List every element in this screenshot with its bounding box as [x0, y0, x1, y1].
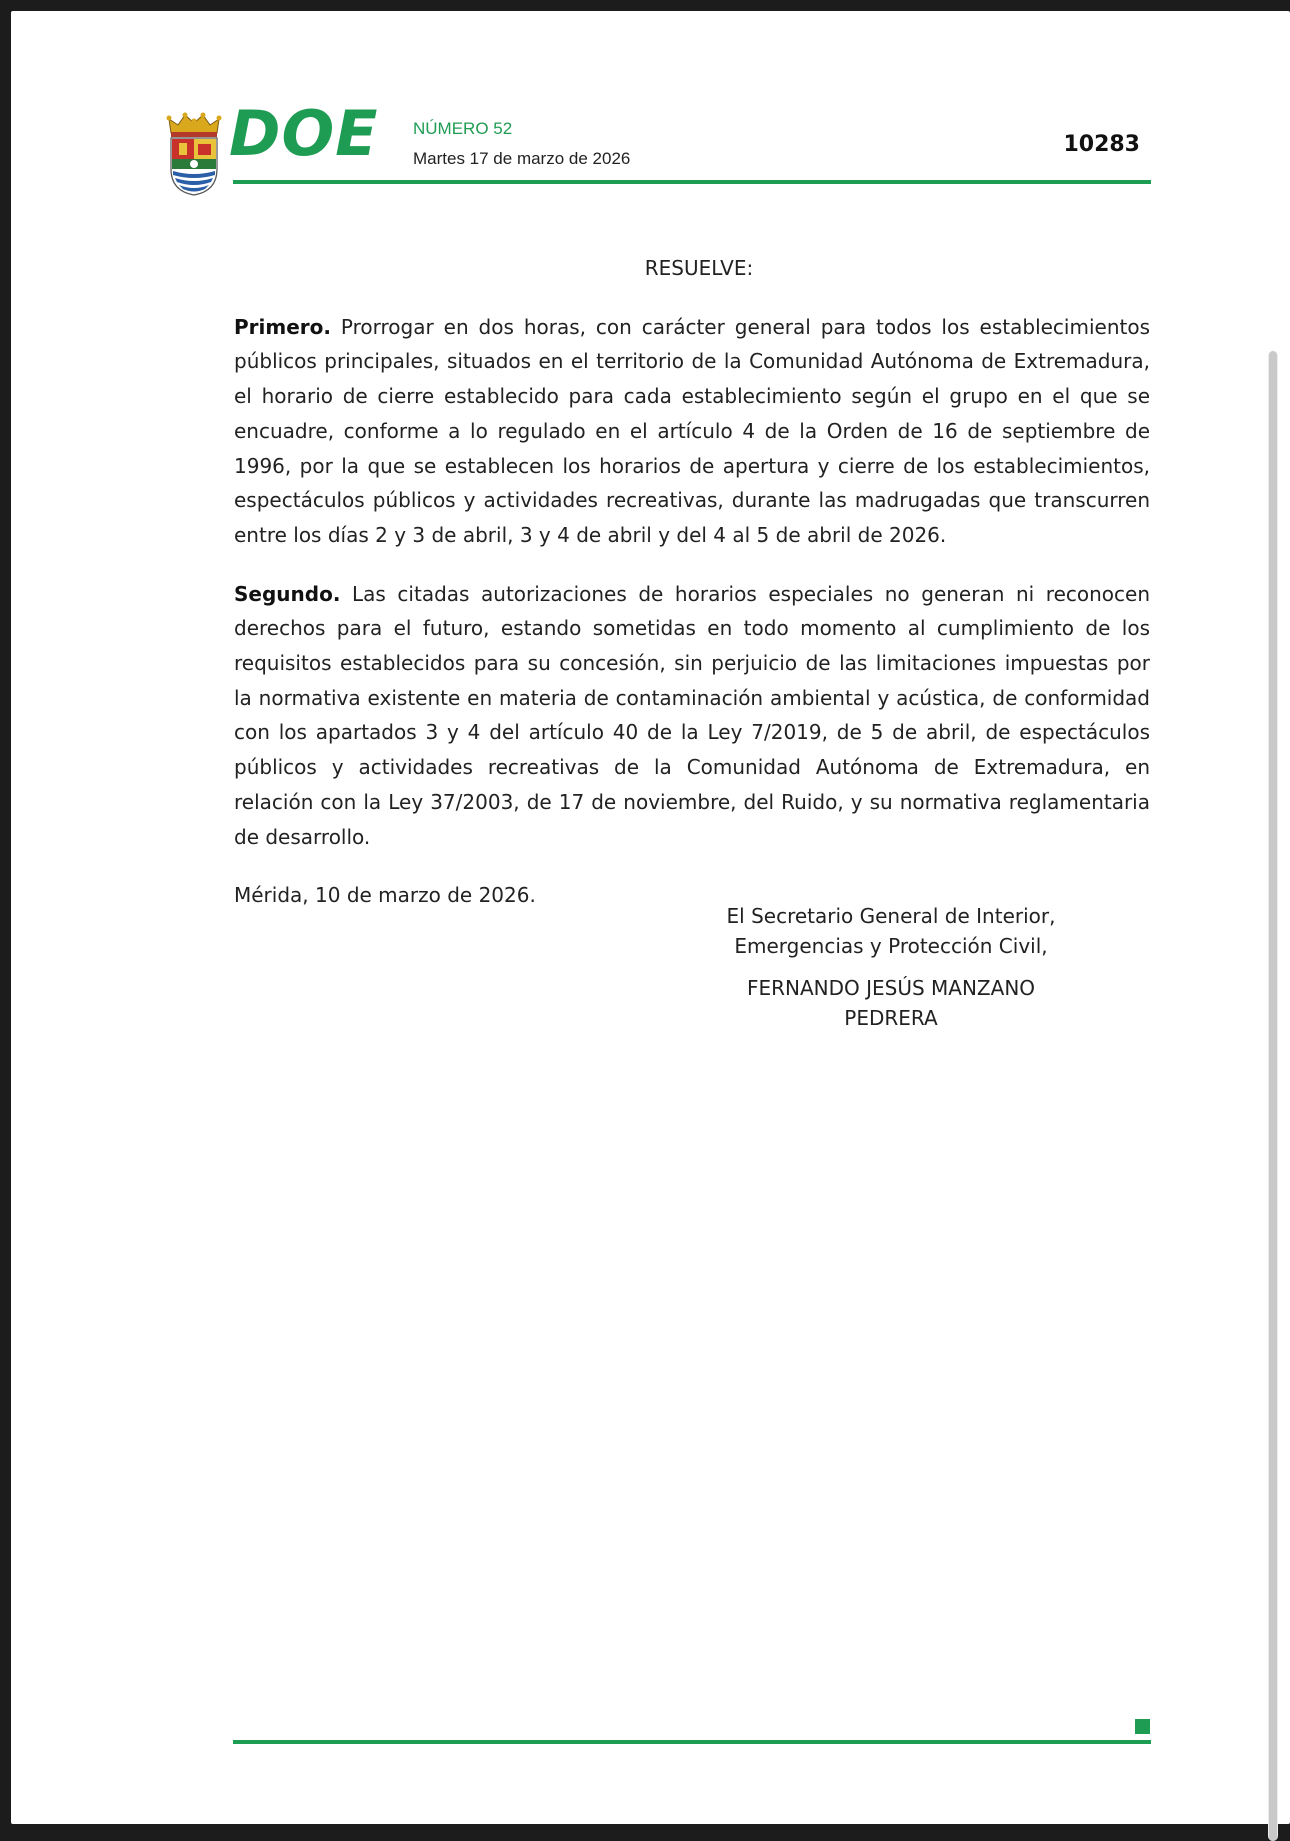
document-page — [11, 11, 1290, 1824]
scrollbar-thumb[interactable] — [1269, 351, 1277, 1841]
signer-name-line-2: PEDRERA — [844, 1006, 938, 1030]
green-square-icon — [1135, 1719, 1150, 1734]
segundo-text: Las citadas autorizaciones de horarios especiales no generan ni reconocen derechos para el futuro, estando sometidas en todo momento al cumplimiento de los requisitos establecidos para su concesión, sin perjuicio de las limitaciones impuestas por la normativa existente en materia de contaminación ambiental y acústica, de conformidad con los apartados 3 y 4 del artículo 40 de la Ley 7/2019, de 5 de abril, de espectáculos públicos y actividades recreativas de la Comunidad Autónoma de Extremadura, en relación con la Ley 37/2003, de 17 de noviembre, del Ruido, y su normativa reglamentaria de desarrollo. — [234, 581, 1151, 849]
issue-date: Martes 17 de marzo de 2026 — [413, 149, 631, 168]
document-body — [234, 251, 1150, 913]
resolve-heading: RESUELVE: — [644, 256, 754, 280]
signer-name-line-1: FERNANDO JESÚS MANZANO — [746, 976, 1036, 1000]
doe-header — [11, 11, 1290, 201]
header-divider — [233, 180, 1151, 184]
primero-label: Primero. — [234, 314, 331, 339]
paragraph-primero — [234, 310, 1150, 553]
signer-title-line-1: El Secretario General de Interior, — [726, 904, 1056, 928]
doe-logo: DOE — [229, 97, 379, 170]
page-number: 10283 — [1063, 132, 1140, 157]
vertical-scrollbar[interactable] — [1268, 351, 1278, 1841]
signer-title-line-2: Emergencias y Protección Civil, — [734, 934, 1048, 958]
issue-number: NÚMERO 52 — [413, 119, 513, 138]
segundo-label: Segundo. — [234, 581, 341, 606]
footer-divider — [233, 1740, 1151, 1744]
coat-of-arms-icon — [165, 111, 223, 197]
signature-block — [671, 901, 1111, 1033]
paragraph-segundo — [234, 577, 1150, 855]
place-and-date: Mérida, 10 de marzo de 2026. — [234, 883, 536, 908]
primero-text: Prorrogar en dos horas, con carácter general para todos los establecimientos públicos principales, situados en el territorio de la Comunidad Autónoma de Extremadura, el horario de cierre establecido para cada establecimiento según el grupo en el que se encuadre, conforme a lo regulado en el artículo 4 de la Orden de 16 de septiembre de 1996, por la que se establecen los horarios de apertura y cierre de los establecimientos, espectáculos públicos y actividades recreativas, durante las madrugadas que transcurren entre los días 2 y 3 de abril, 3 y 4 de abril y del 4 al 5 de abril de 2026. — [234, 314, 1150, 547]
